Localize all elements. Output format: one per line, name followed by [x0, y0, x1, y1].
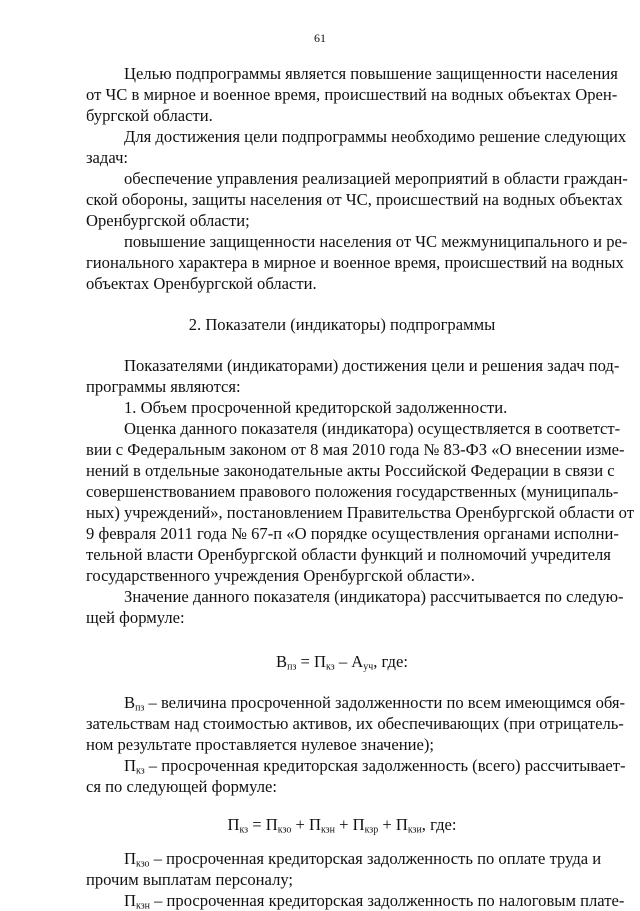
text-line: $П_{кзн}$ – просроченная кредиторская задолженность по налоговым плате-: [124, 891, 625, 911]
page-number: 61: [314, 31, 326, 45]
text-line: объектах Оренбургской области.: [86, 274, 317, 293]
text-line: программы являются:: [86, 377, 241, 396]
text-line: ся по следующей формуле:: [86, 777, 277, 796]
text-line: $П_{кз}$ – просроченная кредиторская задолженность (всего) рассчитывает-: [124, 756, 626, 777]
text-line: от ЧС в мирное и военное время, происшествий на водных объектах Орен-: [86, 85, 618, 104]
text-line: задач:: [86, 148, 129, 167]
text-line: Для достижения цели подпрограммы необходимо решение следующих: [124, 127, 627, 146]
text-line: тельной власти Оренбургской области функций и полномочий учредителя: [86, 545, 611, 564]
text-line: щей формуле:: [86, 608, 185, 627]
text-line: 1. Объем просроченной кредиторской задолженности.: [124, 398, 508, 417]
text-line: гионального характера в мирное и военное время, происшествий на водных: [86, 253, 624, 272]
text-line: Целью подпрограммы является повышение защищенности населения: [124, 64, 618, 83]
text-line: государственного учреждения Оренбургской области».: [86, 566, 475, 585]
text-line: Значение данного показателя (индикатора) рассчитывается по следую-: [124, 587, 624, 606]
section-heading: 2. Показатели (индикаторы) подпрограммы: [188, 315, 496, 334]
text-line: Оренбургской области;: [86, 211, 250, 230]
text-line: нений в отдельные законодательные акты Российской Федерации в связи с: [86, 461, 615, 480]
formula: $П_{кз} = П_{кзо} + П_{кзн} + П_{кзр} + П_{кзи}$, где:: [227, 815, 457, 836]
text-line: ном результате проставляется нулевое значение);: [86, 735, 435, 754]
text-line: прочим выплатам персоналу;: [86, 870, 294, 889]
text-line: Показателями (индикаторами) достижения цели и решения задач под-: [124, 356, 620, 375]
text-line: $В_{пз}$ – величина просроченной задолженности по всем имеющимся обя-: [124, 693, 626, 714]
text-line: Оценка данного показателя (индикатора) осуществляется в соответст-: [124, 419, 621, 438]
text-line: совершенствованием правового положения государственных (муниципаль-: [86, 482, 619, 501]
text-line: зательствам над стоимостью активов, их обеспечивающих (при отрицатель-: [86, 714, 624, 733]
text-line: ных) учреждений», постановлением Правительства Оренбургской области от: [86, 503, 634, 522]
text-line: ской обороны, защиты населения от ЧС, происшествий на водных объектах: [86, 190, 623, 209]
formula: $В_{пз} = П_{кз} - А_{уч}$, где:: [276, 652, 408, 673]
text-line: обеспечение управления реализацией мероприятий в области граждан-: [124, 169, 628, 188]
text-line: бургской области.: [86, 106, 213, 125]
text-line: 9 февраля 2011 года № 67-п «О порядке осуществления органами исполни-: [86, 524, 619, 543]
text-line: вии с Федеральным законом от 8 мая 2010 года № 83-ФЗ «О внесении изме-: [86, 440, 625, 459]
text-line: $П_{кзо}$ – просроченная кредиторская задолженность по оплате труда и: [124, 849, 602, 870]
text-line: повышение защищенности населения от ЧС межмуниципального и ре-: [124, 232, 628, 251]
